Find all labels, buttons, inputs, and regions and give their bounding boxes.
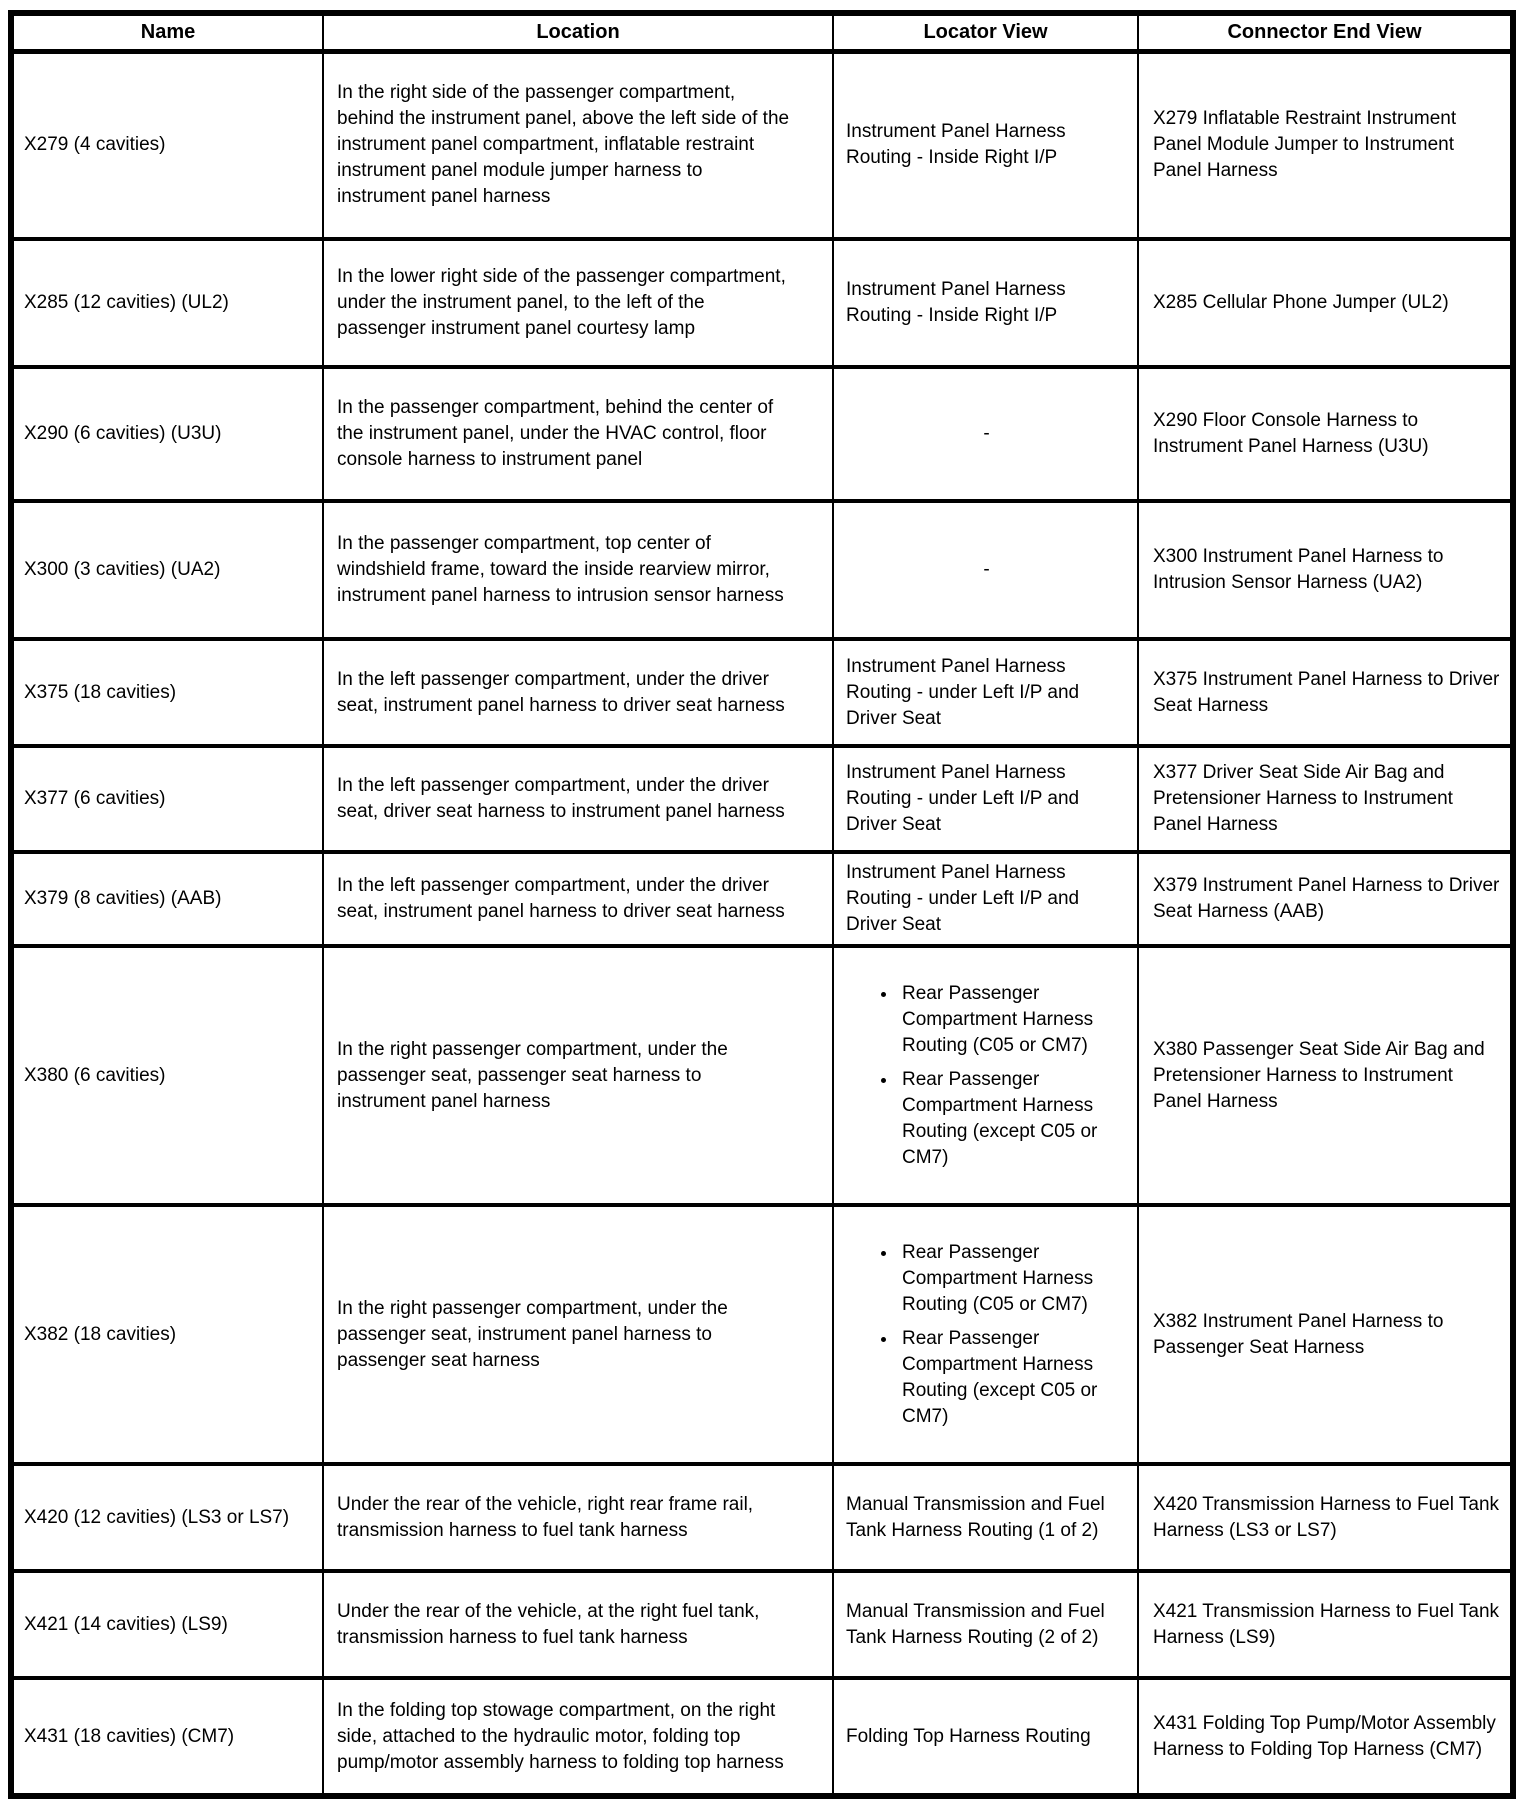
locator-view-bullet-item: • Rear Passenger Compartment Harness Routing (C05 or CM7)	[898, 1240, 1112, 1318]
locator-view-cell: -	[833, 501, 1138, 639]
locator-view-cell	[833, 946, 1138, 1205]
locator-view-cell	[833, 1205, 1138, 1464]
connector-end-view-cell: X431 Folding Top Pump/Motor Assembly Harness to Folding Top Harness (CM7)	[1138, 1678, 1513, 1796]
table-row	[11, 367, 1513, 501]
locator-view-bullet-list	[846, 1240, 1127, 1430]
connector-end-view-cell: X380 Passenger Seat Side Air Bag and Pretensioner Harness to Instrument Panel Harness	[1138, 946, 1513, 1205]
table-row	[11, 1571, 1513, 1678]
location-cell: In the right side of the passenger compartment, behind the instrument panel, above the left side of the instrument panel compartment, inflatable restraint instrument panel module jumper harness to instrument panel harness	[323, 51, 833, 239]
locator-view-bullet-item: • Rear Passenger Compartment Harness Routing (C05 or CM7)	[898, 981, 1112, 1059]
location-cell: Under the rear of the vehicle, at the right fuel tank, transmission harness to fuel tank harness	[323, 1571, 833, 1678]
connector-end-view-cell: X377 Driver Seat Side Air Bag and Pretensioner Harness to Instrument Panel Harness	[1138, 746, 1513, 852]
locator-view-bullet-item: • Rear Passenger Compartment Harness Routing (except C05 or CM7)	[898, 1067, 1112, 1171]
connector-end-view-cell: X375 Instrument Panel Harness to Driver Seat Harness	[1138, 639, 1513, 746]
connector-end-view-cell: X379 Instrument Panel Harness to Driver Seat Harness (AAB)	[1138, 852, 1513, 946]
name-cell: X380 (6 cavities)	[11, 946, 323, 1205]
col-header-name: Name	[11, 13, 323, 51]
name-cell: X382 (18 cavities)	[11, 1205, 323, 1464]
name-cell: X300 (3 cavities) (UA2)	[11, 501, 323, 639]
location-cell: In the right passenger compartment, under the passenger seat, passenger seat harness to instrument panel harness	[323, 946, 833, 1205]
col-header-connector-end-view: Connector End View	[1138, 13, 1513, 51]
locator-view-bullet-list	[846, 981, 1127, 1171]
name-cell: X279 (4 cavities)	[11, 51, 323, 239]
name-cell: X375 (18 cavities)	[11, 639, 323, 746]
table-row	[11, 946, 1513, 1205]
locator-view-cell: Manual Transmission and Fuel Tank Harness Routing (2 of 2)	[833, 1571, 1138, 1678]
col-header-location: Location	[323, 13, 833, 51]
connector-end-view-cell: X421 Transmission Harness to Fuel Tank Harness (LS9)	[1138, 1571, 1513, 1678]
table-row	[11, 51, 1513, 239]
name-cell: X285 (12 cavities) (UL2)	[11, 239, 323, 367]
name-cell: X290 (6 cavities) (U3U)	[11, 367, 323, 501]
locator-view-cell: Instrument Panel Harness Routing - under Left I/P and Driver Seat	[833, 639, 1138, 746]
name-cell: X421 (14 cavities) (LS9)	[11, 1571, 323, 1678]
locator-view-cell: Manual Transmission and Fuel Tank Harness Routing (1 of 2)	[833, 1464, 1138, 1571]
locator-view-cell: Instrument Panel Harness Routing - under Left I/P and Driver Seat	[833, 746, 1138, 852]
connector-end-view-cell: X279 Inflatable Restraint Instrument Panel Module Jumper to Instrument Panel Harness	[1138, 51, 1513, 239]
locator-view-bullet-item: • Rear Passenger Compartment Harness Routing (except C05 or CM7)	[898, 1326, 1112, 1430]
locator-view-cell: Folding Top Harness Routing	[833, 1678, 1138, 1796]
table-row	[11, 1678, 1513, 1796]
location-cell: In the passenger compartment, top center of windshield frame, toward the inside rearview mirror, instrument panel harness to intrusion sensor harness	[323, 501, 833, 639]
table-row	[11, 239, 1513, 367]
location-cell: In the right passenger compartment, under the passenger seat, instrument panel harness to passenger seat harness	[323, 1205, 833, 1464]
name-cell: X377 (6 cavities)	[11, 746, 323, 852]
table-row	[11, 746, 1513, 852]
location-cell: Under the rear of the vehicle, right rear frame rail, transmission harness to fuel tank harness	[323, 1464, 833, 1571]
locator-view-cell: Instrument Panel Harness Routing - Inside Right I/P	[833, 239, 1138, 367]
connector-end-view-cell: X285 Cellular Phone Jumper (UL2)	[1138, 239, 1513, 367]
location-cell: In the folding top stowage compartment, on the right side, attached to the hydraulic motor, folding top pump/motor assembly harness to folding top harness	[323, 1678, 833, 1796]
connector-end-view-cell: X290 Floor Console Harness to Instrument Panel Harness (U3U)	[1138, 367, 1513, 501]
header-row	[11, 13, 1513, 51]
table-row	[11, 1205, 1513, 1464]
name-cell: X431 (18 cavities) (CM7)	[11, 1678, 323, 1796]
connector-location-table	[8, 10, 1516, 1799]
locator-view-cell: -	[833, 367, 1138, 501]
table-row	[11, 1464, 1513, 1571]
location-cell: In the left passenger compartment, under the driver seat, instrument panel harness to driver seat harness	[323, 639, 833, 746]
location-cell: In the left passenger compartment, under the driver seat, instrument panel harness to driver seat harness	[323, 852, 833, 946]
location-cell: In the lower right side of the passenger compartment, under the instrument panel, to the left of the passenger instrument panel courtesy lamp	[323, 239, 833, 367]
table-row	[11, 852, 1513, 946]
table-row	[11, 501, 1513, 639]
table-row	[11, 639, 1513, 746]
location-cell: In the left passenger compartment, under the driver seat, driver seat harness to instrument panel harness	[323, 746, 833, 852]
name-cell: X379 (8 cavities) (AAB)	[11, 852, 323, 946]
col-header-locator-view: Locator View	[833, 13, 1138, 51]
name-cell: X420 (12 cavities) (LS3 or LS7)	[11, 1464, 323, 1571]
connector-end-view-cell: X382 Instrument Panel Harness to Passenger Seat Harness	[1138, 1205, 1513, 1464]
connector-end-view-cell: X300 Instrument Panel Harness to Intrusion Sensor Harness (UA2)	[1138, 501, 1513, 639]
connector-end-view-cell: X420 Transmission Harness to Fuel Tank Harness (LS3 or LS7)	[1138, 1464, 1513, 1571]
location-cell: In the passenger compartment, behind the center of the instrument panel, under the HVAC control, floor console harness to instrument panel	[323, 367, 833, 501]
locator-view-cell: Instrument Panel Harness Routing - Inside Right I/P	[833, 51, 1138, 239]
locator-view-cell: Instrument Panel Harness Routing - under Left I/P and Driver Seat	[833, 852, 1138, 946]
